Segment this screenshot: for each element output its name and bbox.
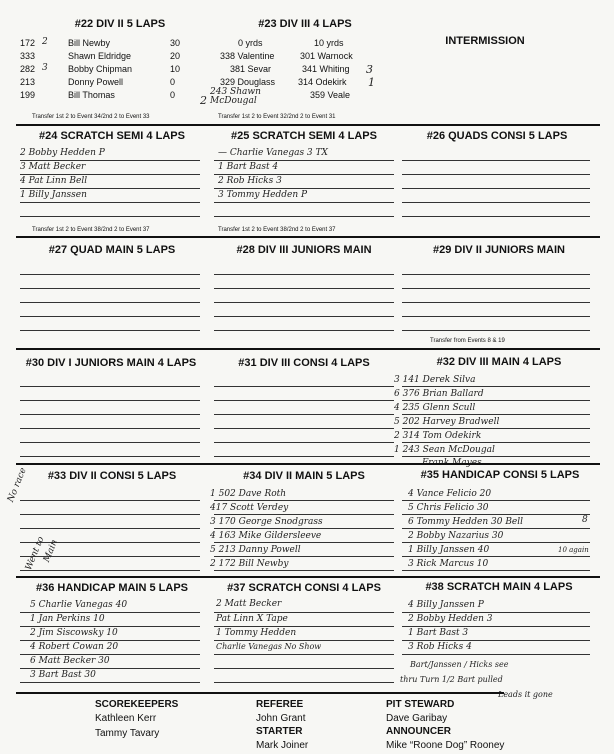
- hand-entry: 2 314 Tom Odekirk: [394, 431, 482, 441]
- note-line: Went to: [24, 535, 47, 572]
- event-32-title: #32 DIV III MAIN 4 LAPS: [436, 356, 562, 368]
- event-38-note: Bart/Janssen / Hicks see: [410, 660, 509, 669]
- event-33-title: #33 DIV II CONSI 5 LAPS: [47, 470, 177, 482]
- col1-entry: 329 Douglass: [220, 77, 276, 87]
- row-divider: [16, 576, 600, 578]
- hand-entry: 4 163 Mike Gildersleeve: [210, 531, 322, 541]
- entry-val: 20: [170, 51, 181, 61]
- event-36-title: #36 HANDICAP MAIN 5 LAPS: [36, 582, 188, 594]
- hand-entry: 1 243 Sean McDougal: [394, 445, 495, 455]
- event-28-lines: [214, 260, 394, 330]
- starter-name: Mark Joiner: [256, 740, 309, 751]
- hand-note: 8: [582, 515, 588, 525]
- event-37-title: #37 SCRATCH CONSI 4 LAPS: [227, 582, 381, 594]
- col2-handwritten: 3: [366, 63, 373, 76]
- event-34-title: #34 DIV II MAIN 5 LAPS: [243, 470, 365, 482]
- hand-entry: 3 141 Derek Silva: [394, 375, 476, 385]
- event-31-title: #31 DIV III CONSI 4 LAPS: [238, 357, 370, 369]
- col2-entry: 301 Warnock: [300, 51, 353, 61]
- hand-entry: 1 Billy Janssen 40: [408, 545, 490, 555]
- col1-entry: 338 Valentine: [220, 51, 275, 61]
- event-31-lines: [214, 372, 394, 456]
- event-38-title: #38 SCRATCH MAIN 4 LAPS: [425, 581, 573, 593]
- col2-entry: 10 yrds: [314, 38, 344, 48]
- hand-entry: 6 Matt Becker 30: [30, 656, 110, 666]
- starter-label: STARTER: [256, 726, 303, 737]
- entry-val: 0: [170, 90, 176, 100]
- hand-entry: 1 502 Dave Roth: [210, 489, 287, 499]
- event-30-lines: [20, 372, 200, 456]
- entry-num: 282: [20, 64, 36, 74]
- hand-entry: 3 Matt Becker: [20, 162, 86, 172]
- referee-label: REFEREE: [256, 699, 304, 710]
- hand-entry: 4 235 Glenn Scull: [394, 403, 476, 413]
- hand-entry: 1 Bart Bast 3: [408, 628, 469, 638]
- event-38-note: thru Turn 1/2 Bart pulled: [400, 675, 503, 684]
- row-divider: [16, 463, 600, 465]
- row-divider: [16, 236, 600, 238]
- row-divider: [16, 124, 600, 126]
- hand-entry: 3 Bart Bast 30: [30, 670, 96, 680]
- hand-entry: Charlie Vanegas No Show: [216, 642, 322, 651]
- hand-entry: 1 Jan Perkins 10: [30, 614, 105, 624]
- col1-handwritten: 2: [200, 94, 207, 107]
- hand-entry: 4 Robert Cowan 20: [30, 642, 119, 652]
- hand-entry: 2 Bobby Nazarius 30: [408, 531, 504, 541]
- event-23-title: #23 DIV III 4 LAPS: [258, 18, 352, 30]
- col1-handwritten: 243 Shawn McDougal: [210, 87, 261, 106]
- hand-entry: 3 Rob Hicks 4: [408, 642, 472, 652]
- event-27-title: #27 QUAD MAIN 5 LAPS: [48, 244, 176, 256]
- hand-entry: 6 Tommy Hedden 30 Bell: [408, 517, 524, 527]
- hand-entry: 2 Bobby Hedden 3: [408, 614, 493, 624]
- event-28-title: #28 DIV III JUNIORS MAIN: [236, 244, 372, 256]
- event-32-lines: [394, 372, 590, 468]
- row-divider: [16, 692, 504, 694]
- event-34-lines: [210, 486, 394, 570]
- note-line: Main: [42, 538, 60, 564]
- col2-handwritten: 1: [368, 76, 375, 89]
- col1-entry: 381 Sevar: [230, 64, 272, 74]
- scorekeeper-name: Kathleen Kerr: [95, 713, 157, 724]
- event-22-title: #22 DIV II 5 LAPS: [74, 18, 166, 30]
- hand-entry: — Charlie Vanegas 3 TX: [218, 148, 328, 158]
- hand-entry: 3 170 George Snodgrass: [210, 517, 323, 527]
- hand-entry: 5 Chris Felicio 30: [408, 503, 489, 513]
- hand-entry: Frank Mayes: [422, 458, 482, 468]
- row-divider: [16, 348, 600, 350]
- event-24-lines: [20, 146, 200, 216]
- hand-entry: 5 Charlie Vanegas 40: [30, 600, 128, 610]
- event-27-lines: [20, 260, 200, 330]
- entry-name: Bill Newby: [68, 38, 111, 48]
- entry-mark: 2: [42, 37, 48, 47]
- hand-entry: 4 Pat Linn Bell: [20, 176, 88, 186]
- entry-val: 0: [170, 77, 176, 87]
- hand-entry: 3 Tommy Hedden P: [218, 190, 308, 200]
- hand-entry: 3 Rick Marcus 10: [408, 559, 489, 569]
- event-22-entries: [20, 38, 220, 104]
- event-23-entries: [200, 38, 398, 107]
- event-29-transfer: Transfer from Events 8 & 19: [430, 338, 505, 344]
- event-38-lines: [402, 598, 590, 654]
- event-22-transfer: Transfer 1st 2 to Event 34/2nd 2 to Event 33: [32, 114, 150, 120]
- note-line: No race: [6, 466, 29, 504]
- event-38-note: Leads it gone: [498, 690, 553, 699]
- entry-name: Bobby Chipman: [68, 64, 133, 74]
- hand-entry: 1 Tommy Hedden: [216, 628, 297, 638]
- entry-val: 30: [170, 38, 181, 48]
- event-35-lines: [402, 486, 590, 570]
- hand-entry: 4 Billy Janssen P: [408, 600, 484, 610]
- pit-steward-label: PIT STEWARD: [386, 699, 455, 710]
- scorekeepers-label: SCOREKEEPERS: [95, 699, 179, 710]
- entry-num: 213: [20, 77, 36, 87]
- announcer-label: ANNOUNCER: [386, 726, 451, 737]
- hand-entry: 1 Bart Bast 4: [218, 162, 279, 172]
- entry-mark: 3: [42, 63, 48, 73]
- intermission-label: INTERMISSION: [445, 35, 525, 47]
- event-24-transfer: Transfer 1st 2 to Event 38/2nd 2 to Event 37: [32, 227, 150, 233]
- col2-entry: 314 Odekirk: [298, 77, 347, 87]
- event-35-title: #35 HANDICAP CONSI 5 LAPS: [420, 469, 580, 481]
- announcer-name: Mike “Roone Dog” Rooney: [386, 740, 505, 751]
- col2-entry: 341 Whiting: [302, 64, 350, 74]
- event-29-title: #29 DIV II JUNIORS MAIN: [432, 244, 566, 256]
- hand-entry: 2 Matt Becker: [216, 599, 282, 609]
- hand-entry: 6 376 Brian Ballard: [394, 389, 484, 399]
- hand-entry: 2 Bobby Hedden P: [20, 148, 105, 158]
- event-24-title: #24 SCRATCH SEMI 4 LAPS: [39, 130, 185, 142]
- hand-entry: Pat Linn X Tape: [216, 614, 288, 624]
- hand-note: 10 again: [558, 546, 589, 554]
- col2-entry: 359 Veale: [310, 90, 351, 100]
- hand-entry: 2 172 Bill Newby: [210, 559, 289, 569]
- entry-num: 172: [20, 38, 36, 48]
- event-26-title: #26 QUADS CONSI 5 LAPS: [426, 130, 568, 142]
- hand-entry: 1 Billy Janssen: [20, 190, 87, 200]
- entry-name: Shawn Eldridge: [68, 51, 132, 61]
- referee-name: John Grant: [256, 713, 306, 724]
- entry-num: 199: [20, 90, 36, 100]
- hand-entry: 5 213 Danny Powell: [210, 545, 301, 555]
- entry-name: Donny Powell: [68, 77, 124, 87]
- event-30-title: #30 DIV I JUNIORS MAIN 4 LAPS: [25, 357, 197, 369]
- event-29-lines: [402, 260, 590, 330]
- event-25-transfer: Transfer 1st 2 to Event 38/2nd 2 to Event 37: [218, 227, 336, 233]
- scorekeeper-name: Tammy Tavary: [95, 728, 160, 739]
- hand-entry: 5 202 Harvey Bradwell: [394, 417, 500, 427]
- event-36-lines: [20, 598, 200, 682]
- event-26-lines: [402, 146, 590, 216]
- event-25-lines: [214, 146, 394, 216]
- hand-entry: 417 Scott Verdey: [210, 503, 289, 513]
- col1-entry: 0 yrds: [238, 38, 263, 48]
- hand-entry: 2 Jim Siscowsky 10: [30, 628, 118, 638]
- pit-steward-name: Dave Garibay: [386, 713, 448, 724]
- entry-name: Bill Thomas: [68, 90, 115, 100]
- event-23-transfer: Transfer 1st 2 to Event 32/2nd 2 to Event 31: [218, 114, 336, 120]
- event-25-title: #25 SCRATCH SEMI 4 LAPS: [231, 130, 377, 142]
- hand-entry: 4 Vance Felicio 20: [408, 489, 492, 499]
- event-37-lines: [214, 598, 394, 682]
- hand-entry: 2 Rob Hicks 3: [218, 176, 282, 186]
- entry-val: 10: [170, 64, 181, 74]
- entry-num: 333: [20, 51, 36, 61]
